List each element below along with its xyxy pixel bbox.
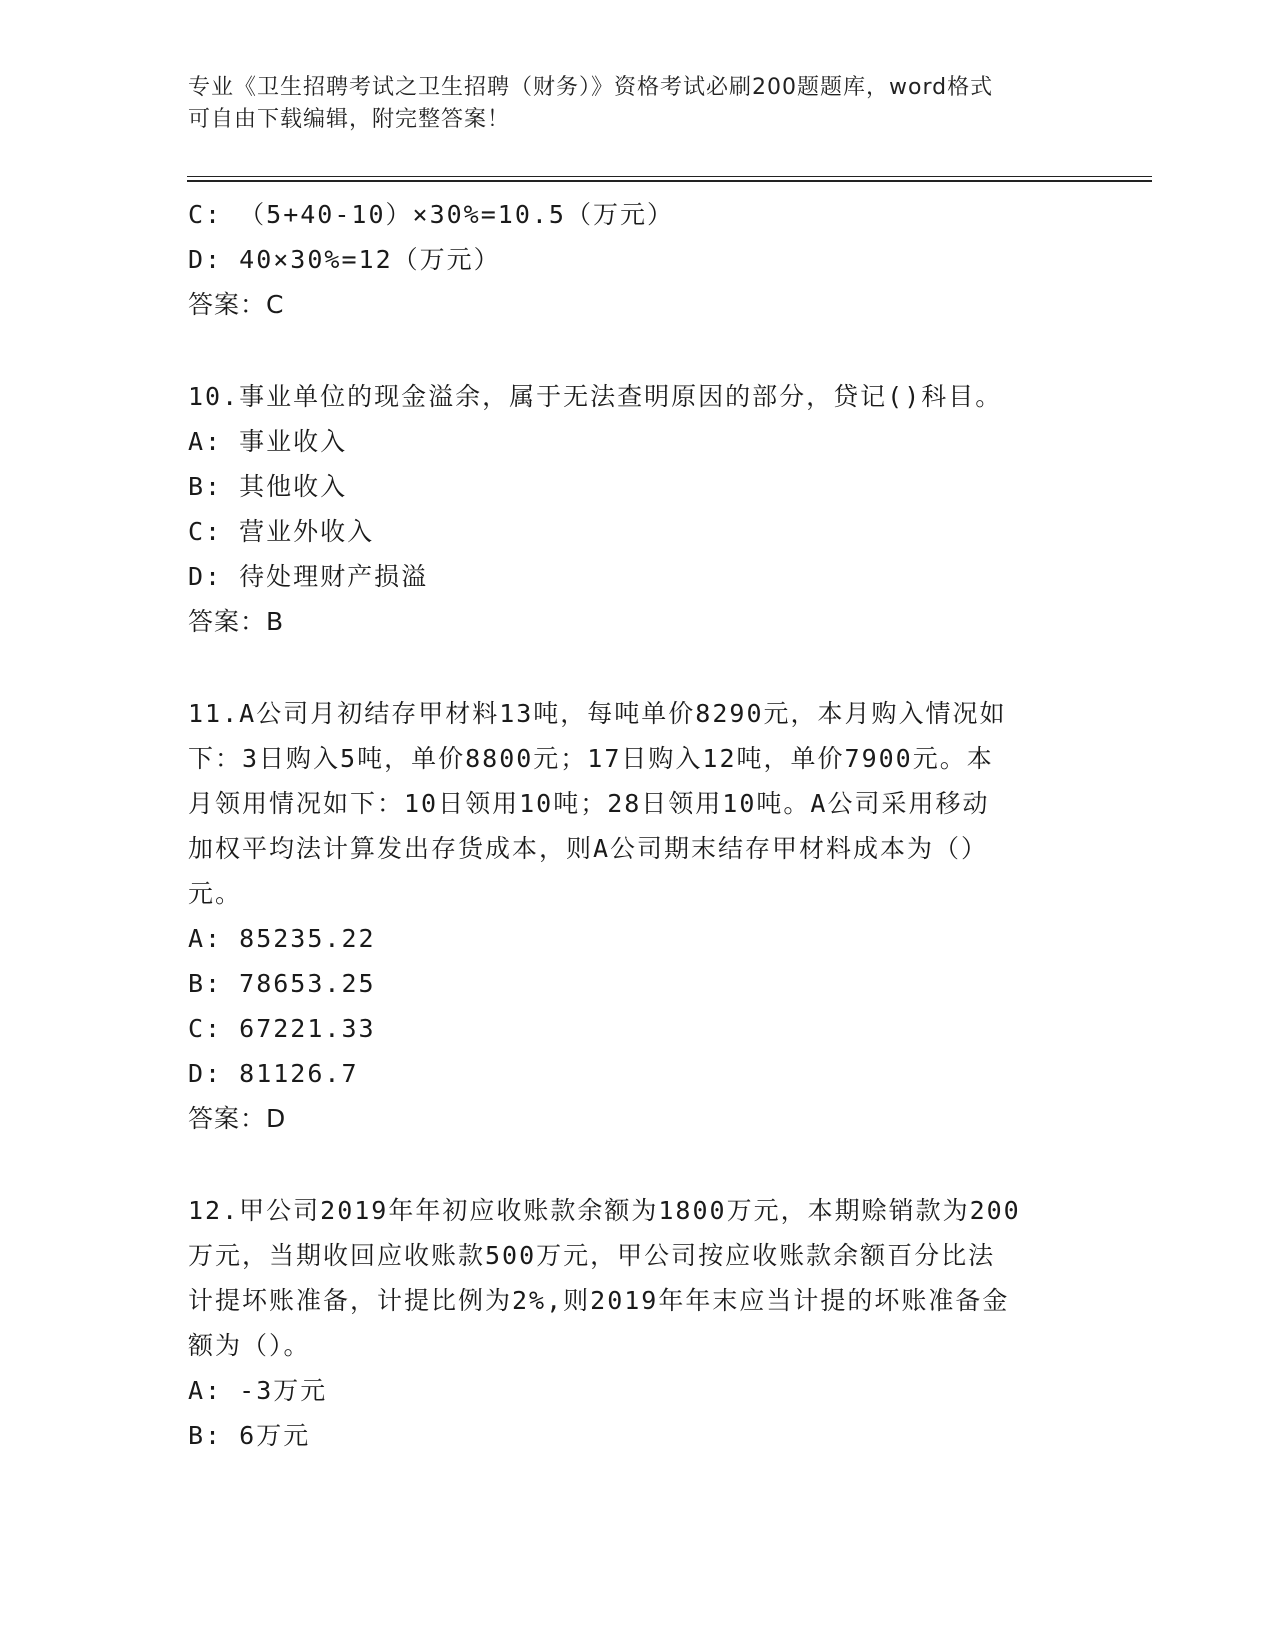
question-stem-line: 下：3日购入5吨，单价8800元；17日购入12吨，单价7900元。本 xyxy=(188,744,994,773)
option-b: B: 其他收入 xyxy=(188,472,348,501)
option-a: A: -3万元 xyxy=(188,1376,328,1405)
header-rule-thick xyxy=(187,180,1152,182)
question-stem: 10.事业单位的现金溢余，属于无法查明原因的部分，贷记()科目。 xyxy=(188,382,1003,411)
option-d: D: 待处理财产损溢 xyxy=(188,562,429,591)
option-c: C: 67221.33 xyxy=(188,1014,376,1043)
spacer xyxy=(188,1141,1078,1188)
option-a: A: 事业收入 xyxy=(188,427,348,456)
option-c: C: 营业外收入 xyxy=(188,517,375,546)
header-rule-thin xyxy=(187,176,1152,177)
document-header xyxy=(188,72,1068,136)
question-stem-line: 元。 xyxy=(188,879,243,908)
question-stem-line: 万元，当期收回应收账款500万元，甲公司按应收账款余额百分比法 xyxy=(188,1241,996,1270)
spacer xyxy=(188,327,1078,374)
option-b: B: 78653.25 xyxy=(188,969,376,998)
question-stem-line: 月领用情况如下：10日领用10吨；28日领用10吨。A公司采用移动 xyxy=(188,789,990,818)
option-a: A: 85235.22 xyxy=(188,924,376,953)
option-d: D: 81126.7 xyxy=(188,1059,359,1088)
answer-line: 答案：C xyxy=(188,290,285,319)
question-stem-line: 加权平均法计算发出存货成本，则A公司期末结存甲材料成本为（） xyxy=(188,834,989,863)
question-stem-line: 额为（）。 xyxy=(188,1331,311,1360)
answer-line: 答案：D xyxy=(188,1104,287,1133)
question-10 xyxy=(188,374,1078,644)
question-11 xyxy=(188,691,1078,1141)
header-line-1: 专业《卫生招聘考试之卫生招聘（财务）》资格考试必刷200题题库，word格式 xyxy=(188,75,994,100)
header-line-2: 可自由下载编辑，附完整答案！ xyxy=(188,107,511,132)
question-stem-line: 12.甲公司2019年年初应收账款余额为1800万元，本期赊销款为200 xyxy=(188,1196,1021,1225)
question-stem-line: 计提坏账准备，计提比例为2%,则2019年年末应当计提的坏账准备金 xyxy=(188,1286,1010,1315)
answer-line: 答案：B xyxy=(188,607,285,636)
spacer xyxy=(188,644,1078,691)
option-c: C: （5+40-10）×30%=10.5（万元） xyxy=(188,200,674,229)
option-b: B: 6万元 xyxy=(188,1421,311,1450)
question-12 xyxy=(188,1188,1078,1458)
question-stem-line: 11.A公司月初结存甲材料13吨，每吨单价8290元，本月购入情况如 xyxy=(188,699,1007,728)
document-body xyxy=(188,192,1078,1458)
question-prev xyxy=(188,192,1078,327)
option-d: D: 40×30%=12（万元） xyxy=(188,245,501,274)
